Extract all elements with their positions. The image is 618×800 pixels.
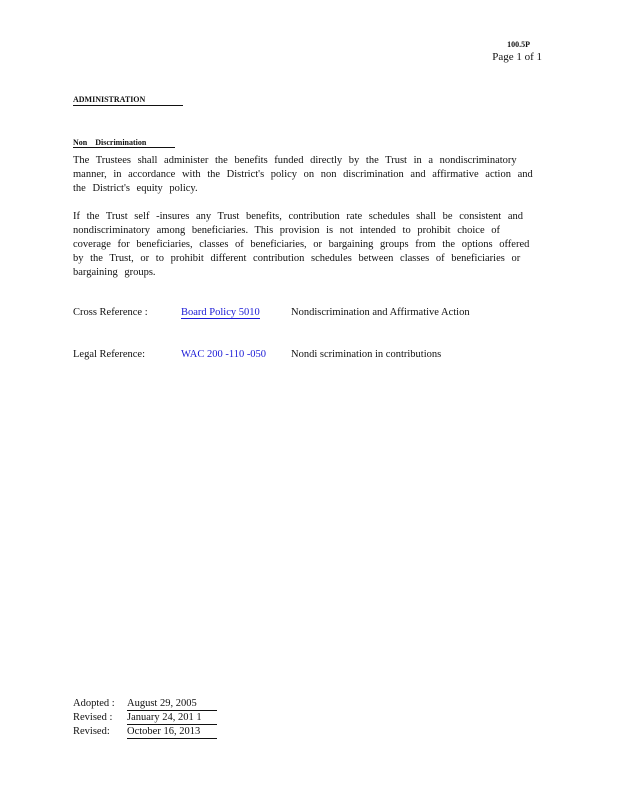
date-label: Revised: [73, 726, 110, 737]
legal-reference-description: Nondi scrimination in contributions [291, 349, 442, 360]
board-policy-link[interactable]: Board Policy 5010 [181, 307, 260, 318]
cross-reference-label: Cross Reference : [73, 307, 148, 318]
date-value: October 16, 2013 [127, 725, 217, 739]
legal-reference-label: Legal Reference: [73, 349, 145, 360]
policy-subheading: Non Discrimination [73, 138, 175, 148]
section-heading: ADMINISTRATION [73, 95, 183, 106]
date-value: January 24, 201 1 [127, 711, 217, 725]
date-value: August 29, 2005 [127, 697, 217, 711]
paragraph-nondiscrimination: The Trustees shall administer the benefits funded directly by the Trust in a nondiscriminatory manner, in accordance with the District's policy on non discrimination and affirmative action and the District's equity policy. [73, 155, 533, 194]
page-indicator: Page 1 of 1 [492, 51, 542, 63]
paragraph-self-insurance: If the Trust self -insures any Trust benefits, contribution rate schedules shall be consistent and nondiscriminatory among beneficiaries. This provision is not intended to prohibit choice of coverage for beneficiaries, classes of beneficiaries, or bargaining groups from the options offered by the Trust, or to prohibit different contribution schedules between classes of beneficiaries or bargaining groups. [73, 211, 530, 278]
wac-reference-link[interactable]: WAC 200 -110 -050 [181, 349, 267, 360]
date-label: Adopted : [73, 698, 115, 709]
cross-reference-description: Nondiscrimination and Affirmative Action [291, 307, 470, 318]
policy-number: 100.5P [507, 40, 530, 49]
date-label: Revised : [73, 712, 113, 723]
